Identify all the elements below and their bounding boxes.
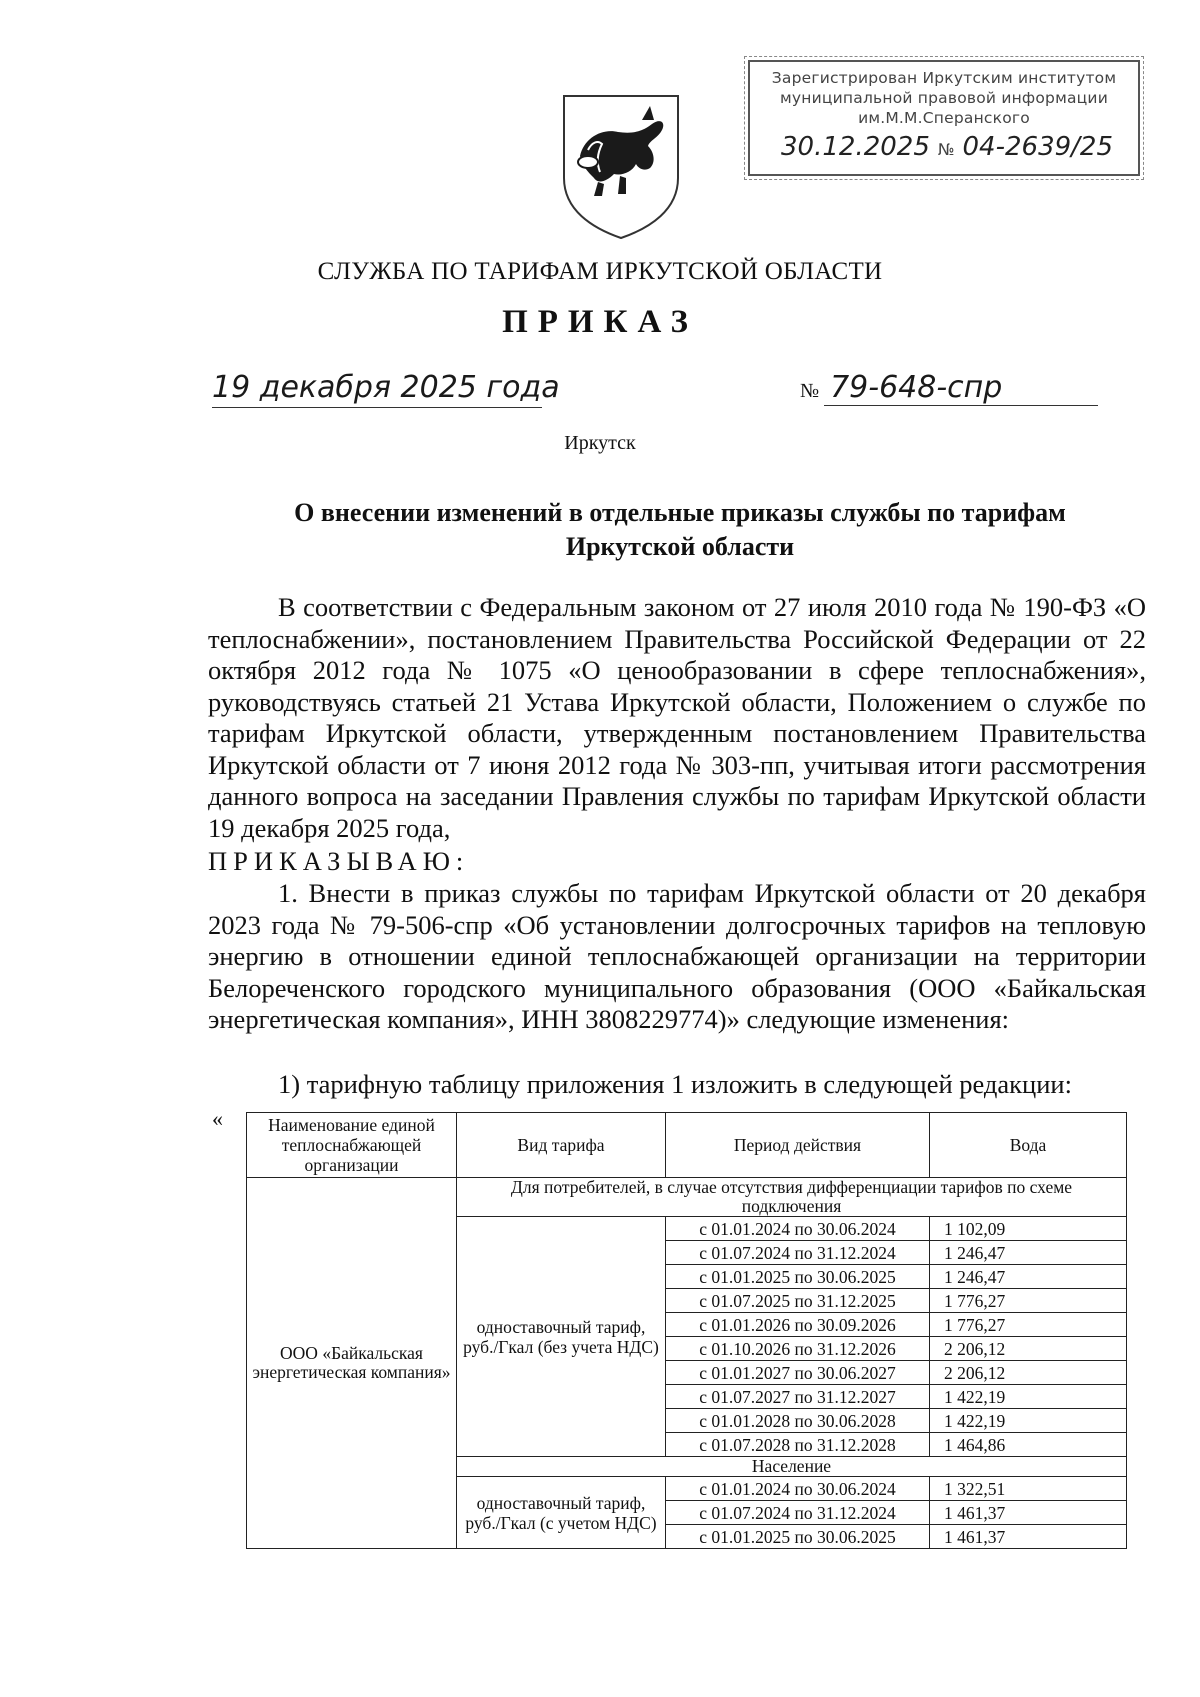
stamp-line-3: им.М.М.Сперанского [858, 109, 1030, 127]
value-cell: 1 464,86 [930, 1433, 1127, 1457]
period-cell: с 01.07.2027 по 31.12.2027 [666, 1385, 930, 1409]
value-cell: 2 206,12 [930, 1337, 1127, 1361]
order-directive: ПРИКАЗЫВАЮ: [208, 846, 470, 876]
tariff-type-cell: одноставочный тариф, руб./Гкал (с учетом НДС) [457, 1477, 666, 1549]
section-title: Для потребителей, в случае отсутствия дифференциации тарифов по схеме подключения [457, 1178, 1127, 1217]
stamp-line-2: муниципальной правовой информации [780, 89, 1108, 107]
period-cell: с 01.01.2024 по 30.06.2024 [666, 1477, 930, 1501]
period-cell: с 01.01.2025 по 30.06.2025 [666, 1525, 930, 1549]
table-header-row [247, 1113, 1127, 1178]
order-subject: О внесении изменений в отдельные приказы службы по тарифам Иркутской области [294, 498, 1066, 561]
agency-name: СЛУЖБА ПО ТАРИФАМ ИРКУТСКОЙ ОБЛАСТИ [317, 258, 883, 285]
period-cell: с 01.07.2024 по 31.12.2024 [666, 1501, 930, 1525]
stamp-line-1: Зарегистрирован Иркутским институтом [771, 69, 1117, 87]
value-cell: 1 102,09 [930, 1217, 1127, 1241]
order-city: Иркутск [564, 432, 636, 454]
document-type: ПРИКАЗ [502, 304, 698, 340]
header-period: Период действия [666, 1113, 930, 1178]
order-number-sign: № [800, 380, 820, 402]
order-number-block [800, 370, 1098, 406]
table-section-row [247, 1178, 1127, 1217]
clause-1-subitem: 1) тарифную таблицу приложения 1 изложить в следующей редакции: [278, 1069, 1072, 1099]
section-title: Население [457, 1457, 1127, 1477]
period-cell: с 01.01.2026 по 30.09.2026 [666, 1313, 930, 1337]
period-cell: с 01.01.2025 по 30.06.2025 [666, 1265, 930, 1289]
registration-stamp [748, 60, 1140, 176]
order-date: 19 декабря 2025 года [212, 370, 542, 408]
clause-1-paragraph: 1. Внести в приказ службы по тарифам Иркутской области от 20 декабря 2023 года № 79-506-спр «Об установлении долгосрочных тарифов на тепловую энергию в отношении единой теплоснабжающей организации на территории Белореченского городского муниципального образования (ООО «Байкальская энергетическая компания», ИНН 3808229774)» следующие изменения: [208, 878, 1146, 1034]
value-cell: 1 246,47 [930, 1265, 1127, 1289]
stamp-registration [760, 132, 1134, 162]
value-cell: 1 776,27 [930, 1289, 1127, 1313]
period-cell: с 01.01.2027 по 30.06.2027 [666, 1361, 930, 1385]
value-cell: 1 461,37 [930, 1525, 1127, 1549]
coat-of-arms-icon [558, 92, 684, 240]
value-cell: 2 206,12 [930, 1361, 1127, 1385]
tariff-type-cell: одноставочный тариф, руб./Гкал (без учета НДС) [457, 1217, 666, 1457]
tariff-table [246, 1112, 1127, 1549]
period-cell: с 01.01.2028 по 30.06.2028 [666, 1409, 930, 1433]
period-cell: с 01.07.2028 по 31.12.2028 [666, 1433, 930, 1457]
stamp-number-sign: № [937, 140, 955, 159]
period-cell: с 01.07.2025 по 31.12.2025 [666, 1289, 930, 1313]
value-cell: 1 776,27 [930, 1313, 1127, 1337]
header-org: Наименование единой теплоснабжающей организации [247, 1113, 457, 1178]
header-water: Вода [930, 1113, 1127, 1178]
order-number: 79-648-спр [824, 370, 1098, 406]
value-cell: 1 461,37 [930, 1501, 1127, 1525]
value-cell: 1 322,51 [930, 1477, 1127, 1501]
org-name-cell: ООО «Байкальская энергетическая компания» [247, 1178, 457, 1549]
preamble-paragraph: В соответствии с Федеральным законом от 27 июля 2010 года № 190-ФЗ «О теплоснабжении», постановлением Правительства Российской Федерации от 22 октября 2012 года № 1075 «О ценообразовании в сфере теплоснабжения», руководствуясь статьей 21 Устава Иркутской области, Положением о службе по тарифам Иркутской области, утвержденным постановлением Правительства Иркутской области от 7 июня 2012 года № 303-пп, учитывая итоги рассмотрения данного вопроса на заседании Правления службы по тарифам Иркутской области 19 декабря 2025 года, [208, 592, 1146, 843]
period-cell: с 01.10.2026 по 31.12.2026 [666, 1337, 930, 1361]
stamp-reg-number: 04-2639/25 [962, 132, 1113, 162]
value-cell: 1 246,47 [930, 1241, 1127, 1265]
opening-quote: « [212, 1106, 223, 1131]
value-cell: 1 422,19 [930, 1385, 1127, 1409]
value-cell: 1 422,19 [930, 1409, 1127, 1433]
period-cell: с 01.01.2024 по 30.06.2024 [666, 1217, 930, 1241]
header-tariff-type: Вид тарифа [457, 1113, 666, 1178]
period-cell: с 01.07.2024 по 31.12.2024 [666, 1241, 930, 1265]
stamp-reg-date: 30.12.2025 [781, 132, 930, 162]
